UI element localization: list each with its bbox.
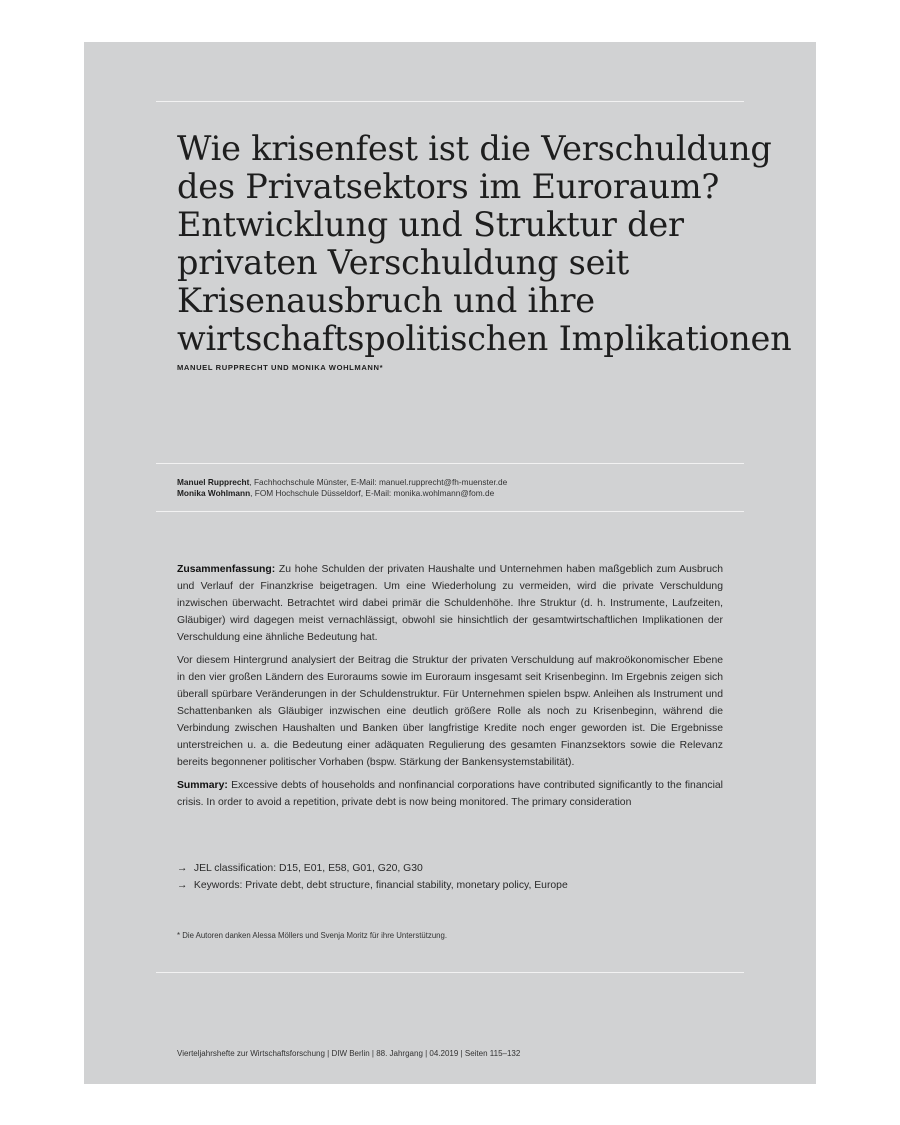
journal-citation: Vierteljahrshefte zur Wirtschaftsforschung | DIW Berlin | 88. Jahrgang | 04.2019 | Seiten 115–132: [177, 1049, 521, 1058]
title-line: Krisenausbruch und ihre: [177, 281, 595, 320]
jel-classification-text: JEL classification: D15, E01, E58, G01, G20, G30: [193, 863, 423, 874]
keywords-text: Keywords: Private debt, debt structure, financial stability, monetary policy, Europe: [193, 880, 568, 891]
author-byline: MANUEL RUPPRECHT UND MONIKA WOHLMANN*: [177, 363, 384, 372]
affiliation-detail: , Fachhochschule Münster, E-Mail: manuel.rupprecht@fh-muenster.de: [249, 477, 508, 487]
affiliation-name: Manuel Rupprecht: [177, 477, 250, 487]
title-line: Wie krisenfest ist die Verschuldung: [177, 129, 772, 168]
summary-label: Summary:: [177, 780, 228, 791]
title-line: Entwicklung und Struktur der: [177, 205, 684, 244]
abstract-paragraph-2: Vor diesem Hintergrund analysiert der Beitrag die Struktur der privaten Verschuldung auf makroökonomischer Ebene in den vier großen Ländern des Euroraums sowie im Euroraum insgesamt seit Krisenbeginn. Im Ergebnis zeigen sich überall spürbare Veränderungen in der Schuldenstruktur. Für Unternehmen spielen bspw. Anleihen als Instrument und Schattenbanken als Gläubiger inzwischen eine deutlich größere Rolle als noch zu Krisenbeginn, während die Verbindung zwischen Haushalten und Banken über langfristige Kredite noch enger geworden ist. Die Ergebnisse unterstreichen u. a. die Bedeutung einer adäquaten Regulierung des gesamten Finanzsektors sowie die Relevanz bereits begonnener politischer Vorhaben (bspw. Stärkung der Bankensystemstabilität).: [177, 655, 723, 768]
paper-page: [84, 42, 816, 1084]
abstract: [177, 561, 723, 817]
affiliation-detail: , FOM Hochschule Düsseldorf, E-Mail: monika.wohlmann@fom.de: [250, 488, 495, 498]
arrow-right-icon: →: [177, 863, 188, 874]
summary-text: Excessive debts of households and nonfinancial corporations have contributed significantly to the financial crisis. In order to avoid a repetition, private debt is now being monitored. The primary consideration: [177, 780, 723, 808]
affiliation-top-rule: [156, 463, 744, 464]
summary-paragraph: [177, 777, 723, 811]
bottom-rule: [156, 972, 744, 973]
affiliation-bottom-rule: [156, 511, 744, 512]
jel-classification: [177, 860, 568, 877]
affiliation-name: Monika Wohlmann: [177, 488, 251, 498]
affiliation-line: [177, 477, 507, 488]
zusammenfassung-label: Zusammenfassung:: [177, 564, 276, 575]
affiliations: [177, 477, 507, 499]
paper-title: [177, 129, 792, 358]
top-rule: [156, 101, 744, 102]
zusammenfassung-text: Zu hohe Schulden der privaten Haushalte und Unternehmen haben maßgeblich zum Ausbruch und Verlauf der Finanzkrise beigetragen. Um eine Wiederholung zu vermeiden, wird die private Verschuldung inzwischen überwacht. Betrachtet wird dabei primär die Schuldenhöhe. Ihre Struktur (d. h. Instrumente, Laufzeiten, Gläubiger) wird dagegen meist vernachlässigt, obwohl sie hinsichtlich der gesamtwirtschaftlichen Implikationen der Verschuldung eine ähnliche Bedeutung hat.: [177, 564, 723, 643]
keywords: [177, 877, 568, 894]
title-line: privaten Verschuldung seit: [177, 243, 630, 282]
zusammenfassung-paragraph: [177, 561, 723, 646]
footnote: * Die Autoren danken Alessa Möllers und Svenja Moritz für ihre Unterstützung.: [177, 931, 447, 940]
jel-block: [177, 860, 568, 894]
arrow-right-icon: →: [177, 880, 188, 891]
title-line: wirtschaftspolitischen Implikationen: [177, 319, 792, 358]
affiliation-line: [177, 488, 507, 499]
title-line: des Privatsektors im Euroraum?: [177, 167, 720, 206]
